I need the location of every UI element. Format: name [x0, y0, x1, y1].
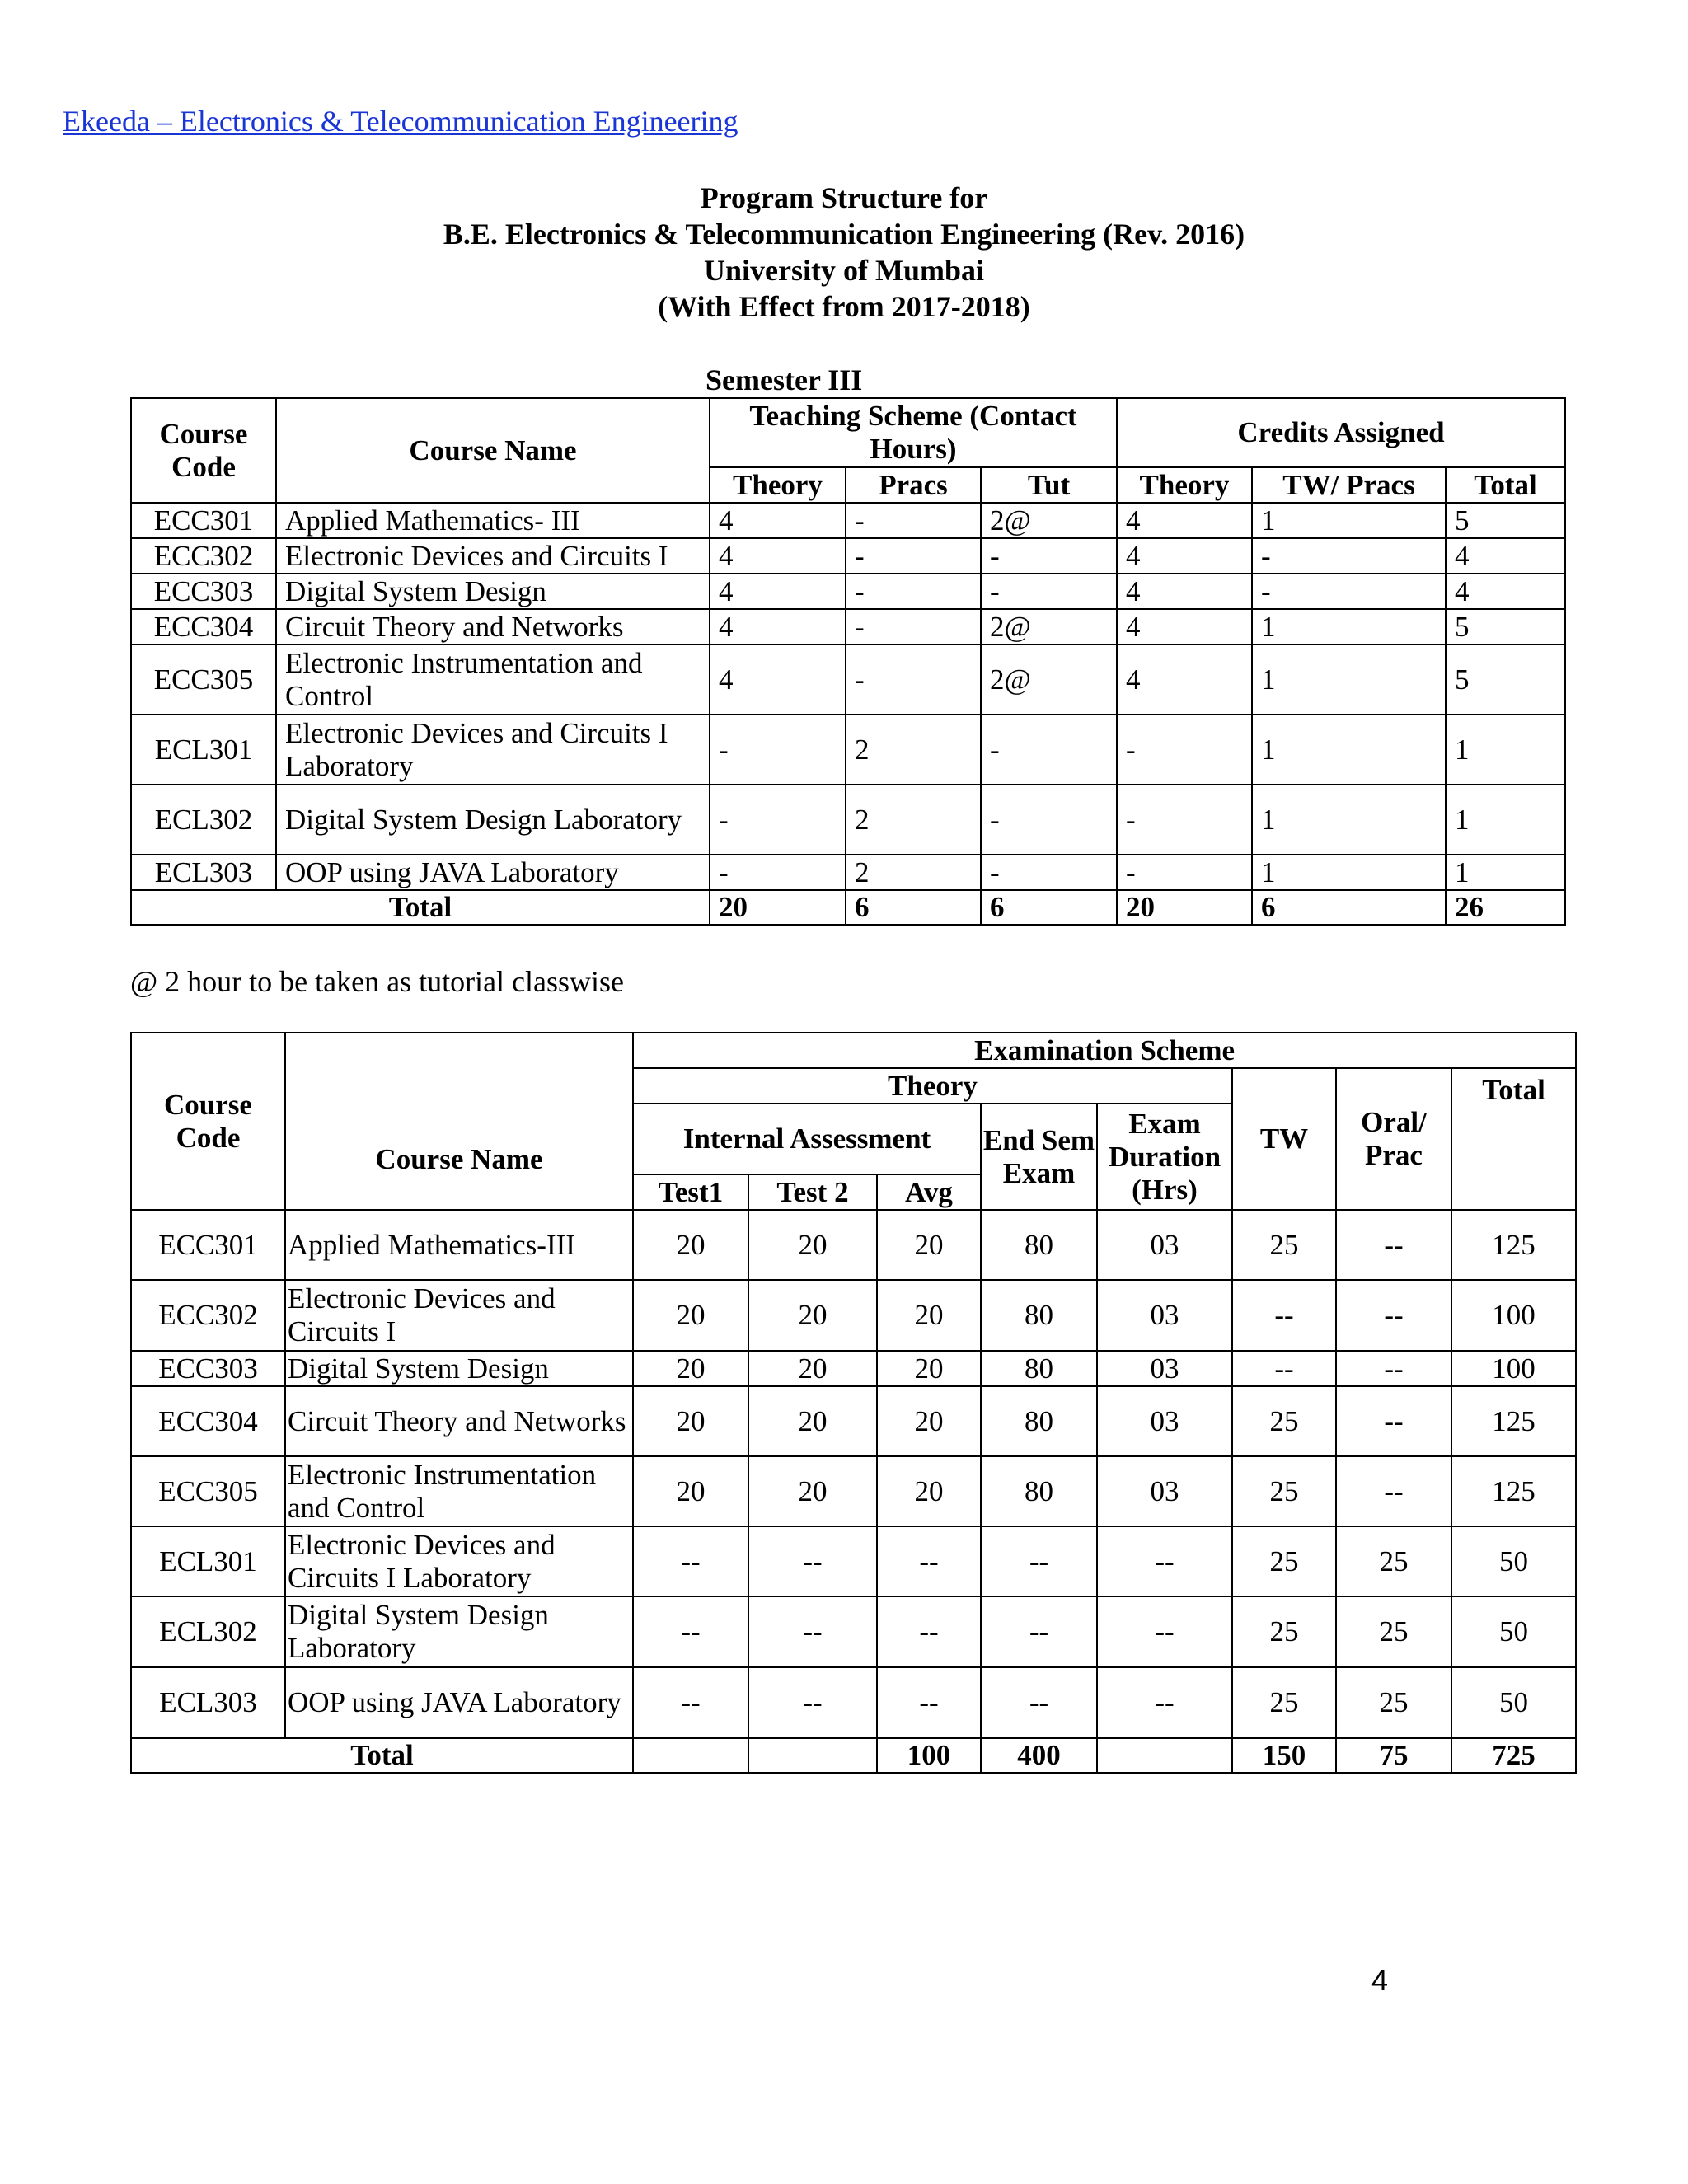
cell: --	[877, 1667, 981, 1738]
examination-scheme-table	[130, 1032, 1577, 1774]
header-pracs: Pracs	[846, 467, 981, 503]
cell: -	[846, 644, 981, 715]
header-total: Total	[1451, 1068, 1576, 1210]
total-cell: 75	[1336, 1738, 1451, 1773]
cell: --	[748, 1596, 877, 1667]
header-theory: Theory	[633, 1068, 1232, 1104]
cell: -	[1117, 855, 1252, 890]
cell: 4	[1117, 538, 1252, 574]
cell: 25	[1232, 1667, 1336, 1738]
cell: -	[981, 574, 1117, 609]
header-tw: TW	[1232, 1068, 1336, 1210]
cell: 80	[981, 1210, 1097, 1280]
total-cell: 725	[1451, 1738, 1576, 1773]
cell: -	[846, 503, 981, 538]
course-name: Applied Mathematics- III	[276, 503, 710, 538]
title-line-1: Program Structure for	[700, 181, 988, 214]
cell: 4	[1446, 538, 1565, 574]
total-row	[131, 890, 1565, 925]
cell: --	[1232, 1351, 1336, 1386]
cell: --	[1336, 1280, 1451, 1351]
course-code: ECL302	[131, 1596, 285, 1667]
course-code: ECL303	[131, 1667, 285, 1738]
cell: 125	[1451, 1210, 1576, 1280]
cell: 25	[1336, 1596, 1451, 1667]
cell: -	[981, 785, 1117, 855]
cell: 2@	[981, 644, 1117, 715]
cell: 4	[1117, 644, 1252, 715]
cell: 80	[981, 1351, 1097, 1386]
cell: --	[1097, 1596, 1232, 1667]
total-cell: 20	[710, 890, 846, 925]
cell: 100	[1451, 1351, 1576, 1386]
table-row	[131, 1210, 1576, 1280]
course-code: ECC305	[131, 644, 276, 715]
total-cell: 6	[981, 890, 1117, 925]
total-label: Total	[131, 890, 710, 925]
cell: -	[710, 785, 846, 855]
header-link[interactable]: Ekeeda – Electronics & Telecommunication Engineering	[63, 105, 738, 138]
cell: 5	[1446, 644, 1565, 715]
cell: 1	[1446, 715, 1565, 785]
cell: 50	[1451, 1596, 1576, 1667]
cell: -	[710, 855, 846, 890]
total-cell: 400	[981, 1738, 1097, 1773]
cell: 25	[1336, 1526, 1451, 1596]
cell: --	[1336, 1351, 1451, 1386]
header-teaching-scheme: Teaching Scheme (Contact Hours)	[710, 398, 1117, 467]
cell: 2@	[981, 503, 1117, 538]
header-course-name: Course Name	[285, 1033, 633, 1210]
cell: 25	[1232, 1386, 1336, 1456]
course-name: Electronic Devices and Circuits I	[285, 1280, 633, 1351]
cell: 20	[748, 1351, 877, 1386]
header-credits-assigned: Credits Assigned	[1117, 398, 1565, 467]
course-code: ECL301	[131, 715, 276, 785]
cell: 03	[1097, 1280, 1232, 1351]
cell: 20	[877, 1210, 981, 1280]
table-row	[131, 644, 1565, 715]
total-cell: 6	[846, 890, 981, 925]
cell: 1	[1446, 785, 1565, 855]
total-cell	[748, 1738, 877, 1773]
cell: 20	[877, 1280, 981, 1351]
cell: --	[1097, 1526, 1232, 1596]
cell: 03	[1097, 1210, 1232, 1280]
total-cell	[633, 1738, 748, 1773]
table-row	[131, 609, 1565, 644]
table-row	[131, 574, 1565, 609]
course-code: ECC303	[131, 574, 276, 609]
course-name: OOP using JAVA Laboratory	[285, 1667, 633, 1738]
cell: 03	[1097, 1351, 1232, 1386]
cell: --	[748, 1526, 877, 1596]
cell: 4	[710, 538, 846, 574]
course-code: ECL303	[131, 855, 276, 890]
table-row	[131, 1351, 1576, 1386]
cell: -	[981, 715, 1117, 785]
table-row	[131, 538, 1565, 574]
cell: 20	[633, 1386, 748, 1456]
cell: --	[981, 1667, 1097, 1738]
cell: 4	[1446, 574, 1565, 609]
cell: 03	[1097, 1386, 1232, 1456]
title-line-3: University of Mumbai	[704, 254, 984, 287]
cell: --	[877, 1596, 981, 1667]
title-line-2: B.E. Electronics & Telecommunication Engineering (Rev. 2016)	[443, 218, 1245, 251]
cell: 20	[748, 1456, 877, 1526]
cell: -	[846, 574, 981, 609]
course-name: Digital System Design Laboratory	[276, 785, 710, 855]
cell: 50	[1451, 1526, 1576, 1596]
cell: -	[1252, 574, 1446, 609]
course-code: ECC303	[131, 1351, 285, 1386]
cell: 2	[846, 715, 981, 785]
course-name: Circuit Theory and Networks	[285, 1386, 633, 1456]
cell: 100	[1451, 1280, 1576, 1351]
header-avg: Avg	[877, 1174, 981, 1210]
course-code: ECC305	[131, 1456, 285, 1526]
header-oral-prac: Oral/ Prac	[1336, 1068, 1451, 1210]
cell: 4	[710, 503, 846, 538]
cell: 5	[1446, 609, 1565, 644]
cell: 25	[1232, 1596, 1336, 1667]
table-row	[131, 1596, 1576, 1667]
cell: 80	[981, 1456, 1097, 1526]
course-code: ECC301	[131, 503, 276, 538]
cell: 03	[1097, 1456, 1232, 1526]
cell: 1	[1252, 609, 1446, 644]
course-name: Digital System Design	[276, 574, 710, 609]
cell: --	[1336, 1456, 1451, 1526]
cell: 20	[633, 1351, 748, 1386]
table-row	[131, 503, 1565, 538]
cell: --	[1336, 1386, 1451, 1456]
cell: --	[1097, 1667, 1232, 1738]
header-tut: Tut	[981, 467, 1117, 503]
course-name: Digital System Design Laboratory	[285, 1596, 633, 1667]
course-code: ECL302	[131, 785, 276, 855]
program-titles	[0, 180, 1688, 325]
total-cell: 6	[1252, 890, 1446, 925]
cell: 20	[633, 1456, 748, 1526]
header-test1: Test1	[633, 1174, 748, 1210]
cell: -	[1117, 715, 1252, 785]
header-exam-duration: Exam Duration (Hrs)	[1097, 1104, 1232, 1210]
table-row	[131, 715, 1565, 785]
header-course-code: Course Code	[131, 1033, 285, 1210]
course-code: ECC302	[131, 538, 276, 574]
table-row	[131, 1667, 1576, 1738]
cell: 125	[1451, 1386, 1576, 1456]
cell: 1	[1446, 855, 1565, 890]
cell: 125	[1451, 1456, 1576, 1526]
course-code: ECC304	[131, 1386, 285, 1456]
cell: 1	[1252, 644, 1446, 715]
cell: --	[633, 1526, 748, 1596]
table-row	[131, 785, 1565, 855]
course-code: ECL301	[131, 1526, 285, 1596]
page-number: 4	[1372, 1963, 1389, 1997]
cell: 4	[1117, 609, 1252, 644]
cell: 1	[1252, 715, 1446, 785]
cell: -	[846, 538, 981, 574]
cell: -	[1117, 785, 1252, 855]
cell: --	[1232, 1280, 1336, 1351]
cell: 4	[710, 609, 846, 644]
semester-heading: Semester III	[706, 363, 863, 396]
cell: -	[981, 538, 1117, 574]
cell: --	[877, 1526, 981, 1596]
cell: 80	[981, 1280, 1097, 1351]
cell: 50	[1451, 1667, 1576, 1738]
course-name: Electronic Devices and Circuits I Laboratory	[276, 715, 710, 785]
total-cell: 150	[1232, 1738, 1336, 1773]
cell: 20	[877, 1456, 981, 1526]
cell: --	[633, 1667, 748, 1738]
total-cell	[1097, 1738, 1232, 1773]
cell: --	[981, 1596, 1097, 1667]
cell: -	[981, 855, 1117, 890]
course-name: Circuit Theory and Networks	[276, 609, 710, 644]
cell: 1	[1252, 855, 1446, 890]
cell: -	[846, 609, 981, 644]
course-code: ECC304	[131, 609, 276, 644]
header-examination-scheme: Examination Scheme	[633, 1033, 1576, 1068]
header-total: Total	[1446, 467, 1565, 503]
cell: --	[1336, 1210, 1451, 1280]
cell: 2	[846, 785, 981, 855]
cell: --	[748, 1667, 877, 1738]
cell: 4	[710, 574, 846, 609]
total-cell: 26	[1446, 890, 1565, 925]
cell: 1	[1252, 785, 1446, 855]
cell: 4	[710, 644, 846, 715]
cell: 4	[1117, 503, 1252, 538]
table-row	[131, 1386, 1576, 1456]
course-code: ECC301	[131, 1210, 285, 1280]
title-line-4: (With Effect from 2017-2018)	[658, 290, 1030, 323]
course-name: Applied Mathematics-III	[285, 1210, 633, 1280]
header-credit-theory: Theory	[1117, 467, 1252, 503]
cell: 25	[1232, 1210, 1336, 1280]
cell: --	[981, 1526, 1097, 1596]
header-course-name: Course Name	[276, 398, 710, 503]
cell: 2	[846, 855, 981, 890]
header-internal-assessment: Internal Assessment	[633, 1104, 981, 1174]
table-row	[131, 1456, 1576, 1526]
course-name: Electronic Instrumentation and Control	[276, 644, 710, 715]
cell: 25	[1232, 1456, 1336, 1526]
course-name: Electronic Devices and Circuits I	[276, 538, 710, 574]
cell: 20	[748, 1210, 877, 1280]
cell: 25	[1232, 1526, 1336, 1596]
cell: 5	[1446, 503, 1565, 538]
course-name: Digital System Design	[285, 1351, 633, 1386]
total-label: Total	[131, 1738, 633, 1773]
cell: --	[633, 1596, 748, 1667]
cell: 1	[1252, 503, 1446, 538]
cell: -	[710, 715, 846, 785]
header-tw-pracs: TW/ Pracs	[1252, 467, 1446, 503]
cell: 20	[748, 1280, 877, 1351]
course-code: ECC302	[131, 1280, 285, 1351]
total-cell: 20	[1117, 890, 1252, 925]
table-row	[131, 1526, 1576, 1596]
cell: 20	[633, 1280, 748, 1351]
cell: 2@	[981, 609, 1117, 644]
course-name: Electronic Devices and Circuits I Laboratory	[285, 1526, 633, 1596]
table-row	[131, 855, 1565, 890]
header-test2: Test 2	[748, 1174, 877, 1210]
cell: 20	[877, 1351, 981, 1386]
teaching-scheme-table	[130, 397, 1566, 926]
total-cell: 100	[877, 1738, 981, 1773]
table-row	[131, 1280, 1576, 1351]
cell: -	[1252, 538, 1446, 574]
cell: 25	[1336, 1667, 1451, 1738]
total-row	[131, 1738, 1576, 1773]
header-course-code: Course Code	[131, 398, 276, 503]
header-end-sem-exam: End Sem Exam	[981, 1104, 1097, 1210]
cell: 20	[877, 1386, 981, 1456]
cell: 20	[633, 1210, 748, 1280]
tutorial-note: @ 2 hour to be taken as tutorial classwise	[130, 965, 625, 998]
cell: 4	[1117, 574, 1252, 609]
cell: 80	[981, 1386, 1097, 1456]
cell: 20	[748, 1386, 877, 1456]
course-name: Electronic Instrumentation and Control	[285, 1456, 633, 1526]
course-name: OOP using JAVA Laboratory	[276, 855, 710, 890]
header-theory: Theory	[710, 467, 846, 503]
